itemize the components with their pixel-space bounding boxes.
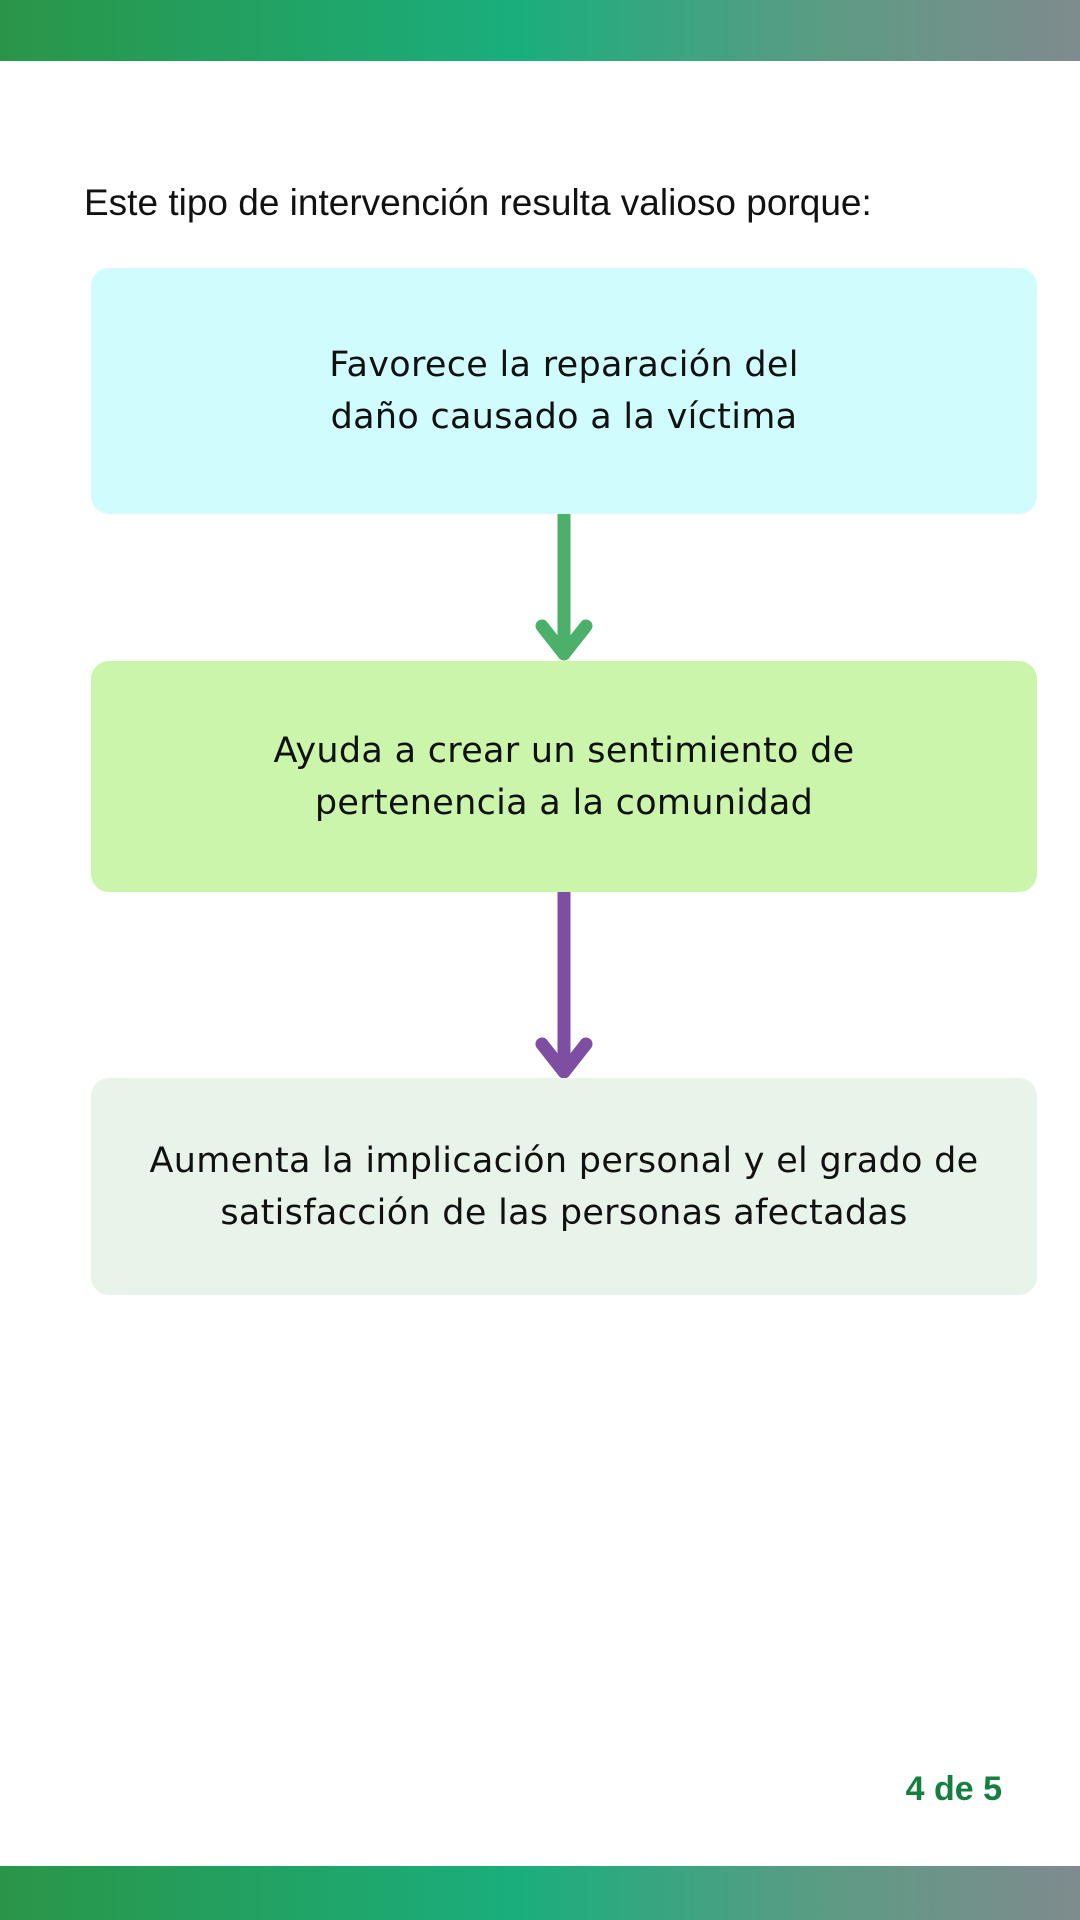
- down-arrow-icon-2: [514, 892, 614, 1082]
- step-text-1: [329, 339, 798, 443]
- step-box-1: [91, 268, 1037, 514]
- step-text-2: [274, 725, 855, 829]
- step-box-3: [91, 1078, 1037, 1295]
- bottom-accent-bar: [0, 1866, 1080, 1920]
- step-3-line-1: Aumenta la implicación personal y el grado de: [149, 1140, 979, 1181]
- step-box-2: [91, 661, 1037, 892]
- top-accent-bar: [0, 0, 1080, 61]
- step-text-3: [150, 1135, 979, 1239]
- step-2-line-2: pertenencia a la comunidad: [314, 782, 814, 823]
- step-2-line-1: Ayuda a crear un sentimiento de: [273, 730, 855, 771]
- page-indicator: 4 de 5: [905, 1770, 1002, 1808]
- intro-text: Este tipo de intervención resulta valioso porque:: [84, 182, 872, 223]
- down-arrow-icon-1: [514, 514, 614, 664]
- step-3-line-2: satisfacción de las personas afectadas: [220, 1192, 908, 1233]
- step-1-line-1: Favorece la reparación del: [329, 345, 799, 385]
- step-1-line-2: daño causado a la víctima: [330, 397, 798, 437]
